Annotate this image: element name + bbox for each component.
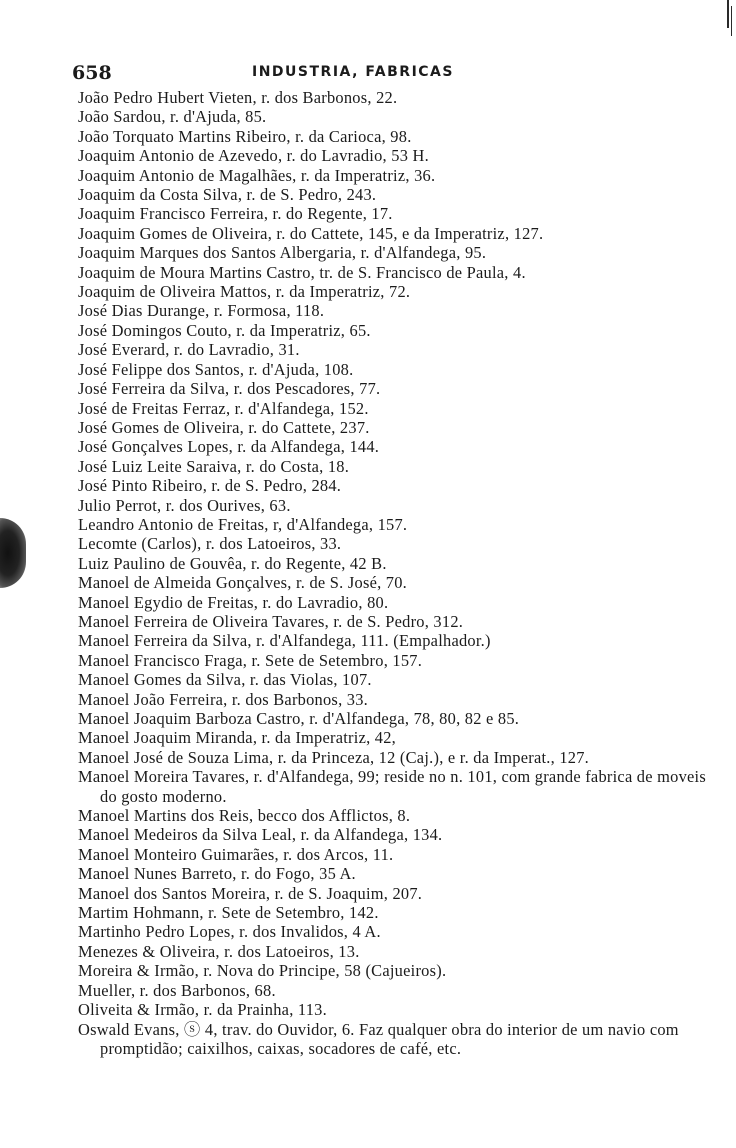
directory-entry: Joaquim de Oliveira Mattos, r. da Imperatriz, 72.: [78, 282, 411, 302]
directory-entry: José Felippe dos Santos, r. d'Ajuda, 108.: [78, 359, 354, 379]
directory-entry: Manoel Nunes Barreto, r. do Fogo, 35 A.: [78, 864, 356, 884]
running-title: INDUSTRIA, FABRICAS: [252, 64, 454, 80]
directory-entry: Oliveita & Irmão, r. da Prainha, 113.: [78, 1000, 327, 1020]
directory-entry: João Pedro Hubert Vieten, r. dos Barbonos, 22.: [78, 88, 398, 107]
page-number: 658: [72, 62, 112, 84]
directory-entry: Manoel Gomes da Silva, r. das Violas, 107.: [78, 670, 372, 690]
directory-entry: Manoel Joaquim Barboza Castro, r. d'Alfandega, 78, 80, 82 e 85.: [78, 709, 520, 728]
directory-entry: Joaquim de Moura Martins Castro, tr. de S. Francisco de Paula, 4.: [78, 262, 526, 282]
directory-entry: Joaquim Gomes de Oliveira, r. do Cattete, 145, e da Imperatriz, 127.: [78, 223, 544, 243]
directory-entry: Manoel Medeiros da Silva Leal, r. da Alfandega, 134.: [78, 825, 443, 845]
directory-entry: Martim Hohmann, r. Sete de Setembro, 142.: [78, 903, 379, 923]
directory-entry: Manoel dos Santos Moreira, r. de S. Joaquim, 207.: [78, 883, 423, 903]
edge-mark: [731, 6, 732, 36]
directory-entry: Joaquim Francisco Ferreira, r. do Regente, 17.: [78, 204, 393, 224]
directory-entry: José Gomes de Oliveira, r. do Cattete, 237.: [78, 417, 370, 437]
directory-entry: Joaquim da Costa Silva, r. de S. Pedro, 243.: [78, 185, 377, 205]
directory-entry: Manoel João Ferreira, r. dos Barbonos, 33.: [78, 689, 368, 709]
directory-entry: Julio Perrot, r. dos Ourives, 63.: [78, 495, 291, 515]
directory-entry: Manoel de Almeida Gonçalves, r. de S. José, 70.: [78, 573, 408, 593]
directory-entry: José Ferreira da Silva, r. dos Pescadores, 77.: [78, 379, 381, 399]
directory-entry: José Gonçalves Lopes, r. da Alfandega, 144.: [78, 437, 380, 457]
binding-ink-blot: [0, 518, 26, 588]
page-header: [72, 62, 672, 88]
directory-entry: Manoel Martins dos Reis, becco dos Afflictos, 8.: [78, 806, 411, 826]
edge-mark: [727, 0, 729, 28]
directory-entry: Manoel Ferreira de Oliveira Tavares, r. de S. Pedro, 312.: [78, 611, 464, 631]
directory-entry: Oswald Evans, ⓢ 4, trav. do Ouvidor, 6. Faz qualquer obra do interior de um navio com promptidão; caixilhos, caixas, socadores de café, etc.: [78, 1019, 679, 1058]
directory-entry: Manoel Ferreira da Silva, r. d'Alfandega, 111. (Empalhador.): [78, 631, 491, 651]
directory-entry: Lecomte (Carlos), r. dos Latoeiros, 33.: [78, 534, 342, 554]
directory-entry: José Dias Durange, r. Formosa, 118.: [78, 301, 325, 321]
directory-entry: Manoel José de Souza Lima, r. da Princeza, 12 (Caj.), e r. da Imperat., 127.: [78, 747, 590, 767]
directory-entry: Menezes & Oliveira, r. dos Latoeiros, 13.: [78, 941, 360, 961]
directory-entry: Joaquim Antonio de Azevedo, r. do Lavradio, 53 H.: [78, 146, 429, 166]
directory-entry: José Everard, r. do Lavradio, 31.: [78, 340, 300, 360]
directory-entry: Joaquim Marques dos Santos Albergaria, r. d'Alfandega, 95.: [78, 243, 487, 263]
directory-entry: João Torquato Martins Ribeiro, r. da Carioca, 98.: [78, 126, 412, 146]
directory-entry: Manoel Moreira Tavares, r. d'Alfandega, 99; reside no n. 101, com grande fabrica de moveis do gosto moderno.: [78, 767, 706, 806]
directory-entry: Mueller, r. dos Barbonos, 68.: [78, 980, 276, 1000]
directory-entry: Manoel Egydio de Freitas, r. do Lavradio, 80.: [78, 592, 389, 612]
directory-entry: José Luiz Leite Saraiva, r. do Costa, 18.: [78, 456, 350, 476]
directory-entry: Leandro Antonio de Freitas, r, d'Alfandega, 157.: [78, 514, 408, 534]
directory-entry: Moreira & Irmão, r. Nova do Principe, 58 (Cajueiros).: [78, 961, 447, 981]
directory-entry: João Sardou, r. d'Ajuda, 85.: [78, 107, 267, 127]
directory-entry: Martinho Pedro Lopes, r. dos Invalidos, 4 A.: [78, 922, 381, 942]
directory-entry: Joaquim Antonio de Magalhães, r. da Imperatriz, 36.: [78, 165, 436, 185]
directory-entry: Manoel Joaquim Miranda, r. da Imperatriz, 42,: [78, 728, 397, 748]
directory-entry: Luiz Paulino de Gouvêa, r. do Regente, 42 B.: [78, 553, 387, 573]
directory-list: [78, 88, 714, 1058]
directory-entry: José Pinto Ribeiro, r. de S. Pedro, 284.: [78, 476, 342, 496]
directory-entry: José Domingos Couto, r. da Imperatriz, 65.: [78, 320, 371, 340]
directory-entry: José de Freitas Ferraz, r. d'Alfandega, 152.: [78, 398, 369, 418]
directory-entry: Manoel Monteiro Guimarães, r. dos Arcos, 11.: [78, 844, 394, 864]
directory-entry: Manoel Francisco Fraga, r. Sete de Setembro, 157.: [78, 650, 423, 670]
